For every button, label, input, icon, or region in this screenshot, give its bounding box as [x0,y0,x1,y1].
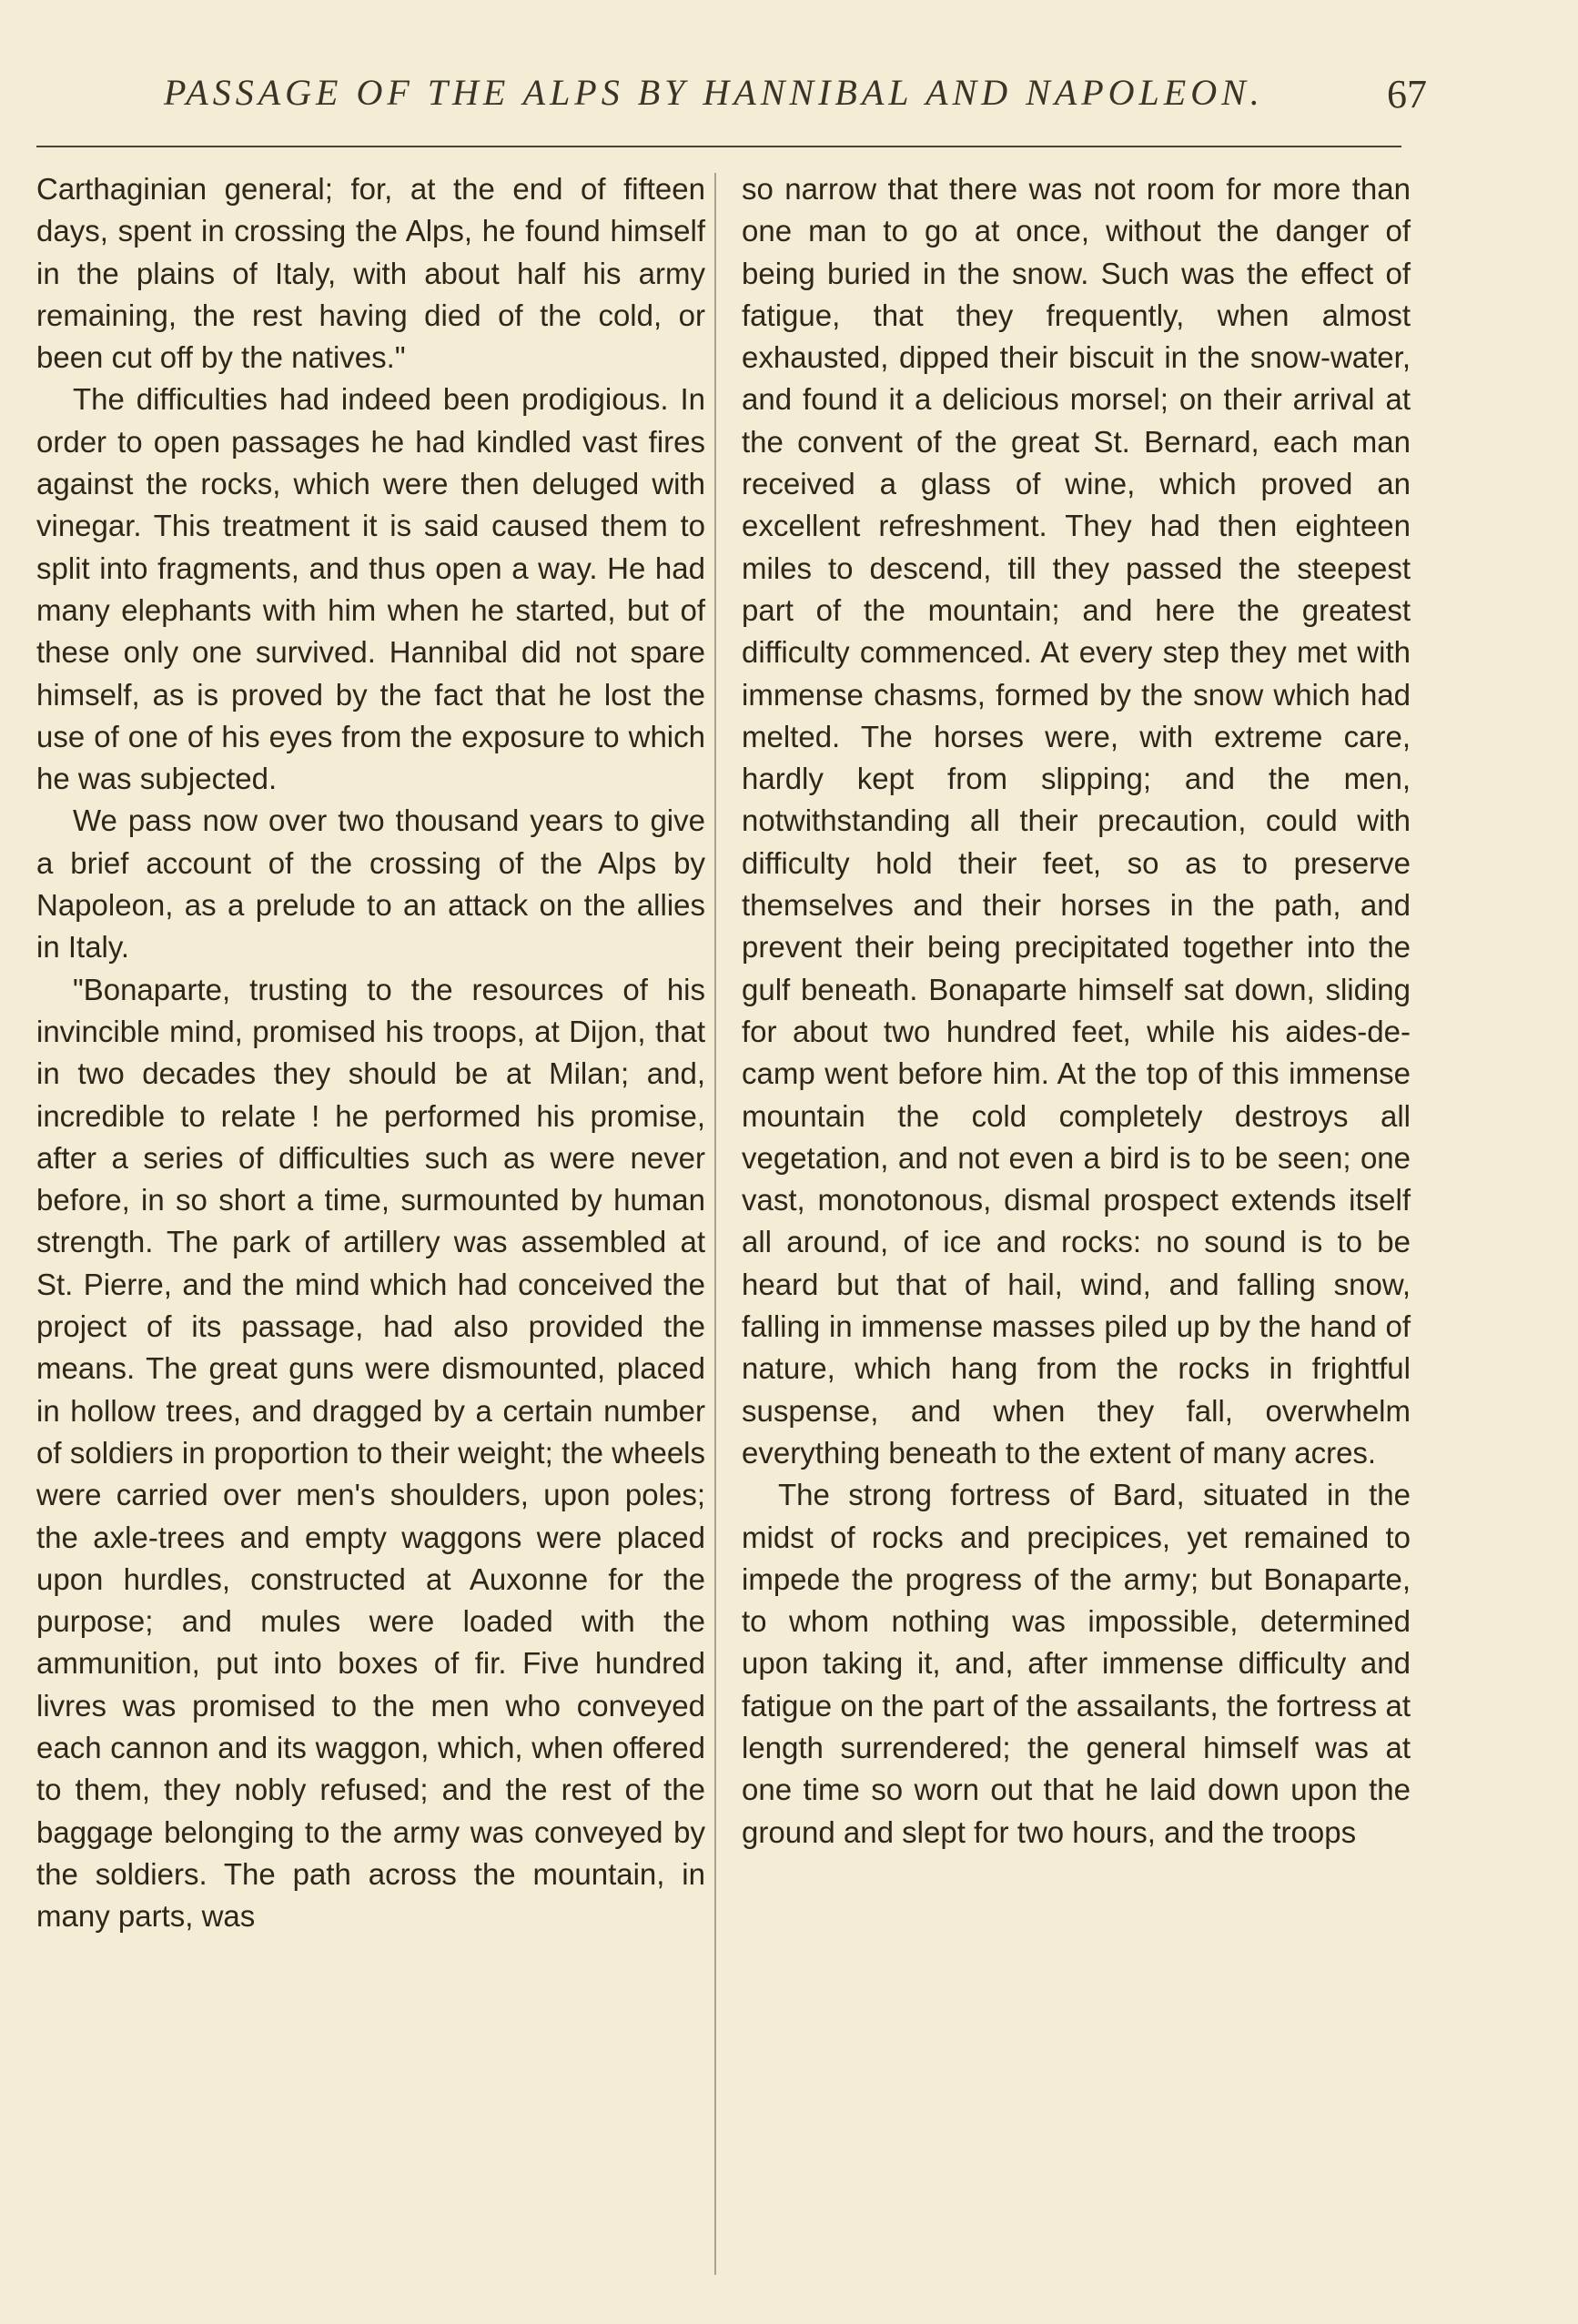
page-number: 67 [1387,72,1427,116]
paragraph: so narrow that there was not room for more than one man to go at once, without the danger of being buried in the snow. Such was the effect of fatigue, that they frequently, when almost exhausted, dipped their biscuit in the snow-water, and found it a delicious morsel; on their arrival at the convent of the great St. Bernard, each man received a glass of wine, which proved an excellent refreshment. They had then eighteen miles to descend, till they passed the steepest part of the mountain; and here the greatest difficulty commenced. At every step they met with immense chasms, formed by the snow which had melted. The horses were, with extreme care, hardly kept from slipping; and the men, notwithstanding all their precaution, could with difficulty hold their feet, so as to preserve themselves and their horses in the path, and prevent their being precipitated together into the gulf beneath. Bonaparte himself sat down, sliding for about two hundred feet, while his aides-de-camp went before him. At the top of this immense mountain the cold completely destroys all vegetation, and not even a bird is to be seen; one vast, monotonous, dismal prospect extends itself all around, of ice and rocks: no sound is to be heard but that of hail, wind, and falling snow, falling in immense masses piled up by the hand of nature, which hang from the rocks in frightful suspense, and when they fall, overwhelm everything beneath to the extent of many acres. [742,172,1411,1470]
right-column [742,168,1411,1854]
header-rule [36,146,1401,147]
paragraph: The strong fortress of Bard, situated in the midst of rocks and precipices, yet remained to impede the progress of the army; but Bonaparte, to whom nothing was impossible, determined upon taking it, and, after immense difficulty and fatigue on the part of the assailants, the fortress at length surrendered; the general himself was at one time so worn out that he laid down upon the ground and slept for two hours, and the troops [742,1478,1411,1849]
paragraph: We pass now over two thousand years to give a brief account of the crossing of the Alps by Napoleon, as a prelude to an attack on the allies in Italy. [36,803,705,965]
paragraph: The difficulties had indeed been prodigious. In order to open passages he had kindled vast fires against the rocks, which were then deluged with vinegar. This treatment it is said caused them to split into fragments, and thus open a way. He had many elephants with him when he started, but of these only one survived. Hannibal did not spare himself, as is proved by the fact that he lost the use of one of his eyes from the exposure to which he was subjected. [36,382,705,796]
running-title: PASSAGE OF THE ALPS BY HANNIBAL AND NAPOLEON. [164,72,1264,113]
running-head [36,71,1427,135]
left-column [36,168,705,1937]
paragraph: Carthaginian general; for, at the end of fifteen days, spent in crossing the Alps, he found himself in the plains of Italy, with about half his army remaining, the rest having died of the cold, or been cut off by the natives." [36,172,705,375]
paragraph: "Bonaparte, trusting to the resources of his invincible mind, promised his troops, at Dijon, that in two decades they should be at Milan; and, incredible to relate ! he performed his promise, after a series of difficulties such as were never before, in so short a time, surmounted by human strength. The park of artillery was assembled at St. Pierre, and the mind which had conceived the project of its passage, had also provided the means. The great guns were dismounted, placed in hollow trees, and dragged by a certain number of soldiers in proportion to their weight; the wheels were carried over men's shoulders, upon poles; the axle-trees and empty waggons were placed upon hurdles, constructed at Auxonne for the purpose; and mules were loaded with the ammunition, put into boxes of fir. Five hundred livres was promised to the men who conveyed each cannon and its waggon, which, when offered to them, they nobly refused; and the rest of the baggage belonging to the army was conveyed by the soldiers. The path across the mountain, in many parts, was [36,972,705,1934]
column-divider [714,173,716,2275]
